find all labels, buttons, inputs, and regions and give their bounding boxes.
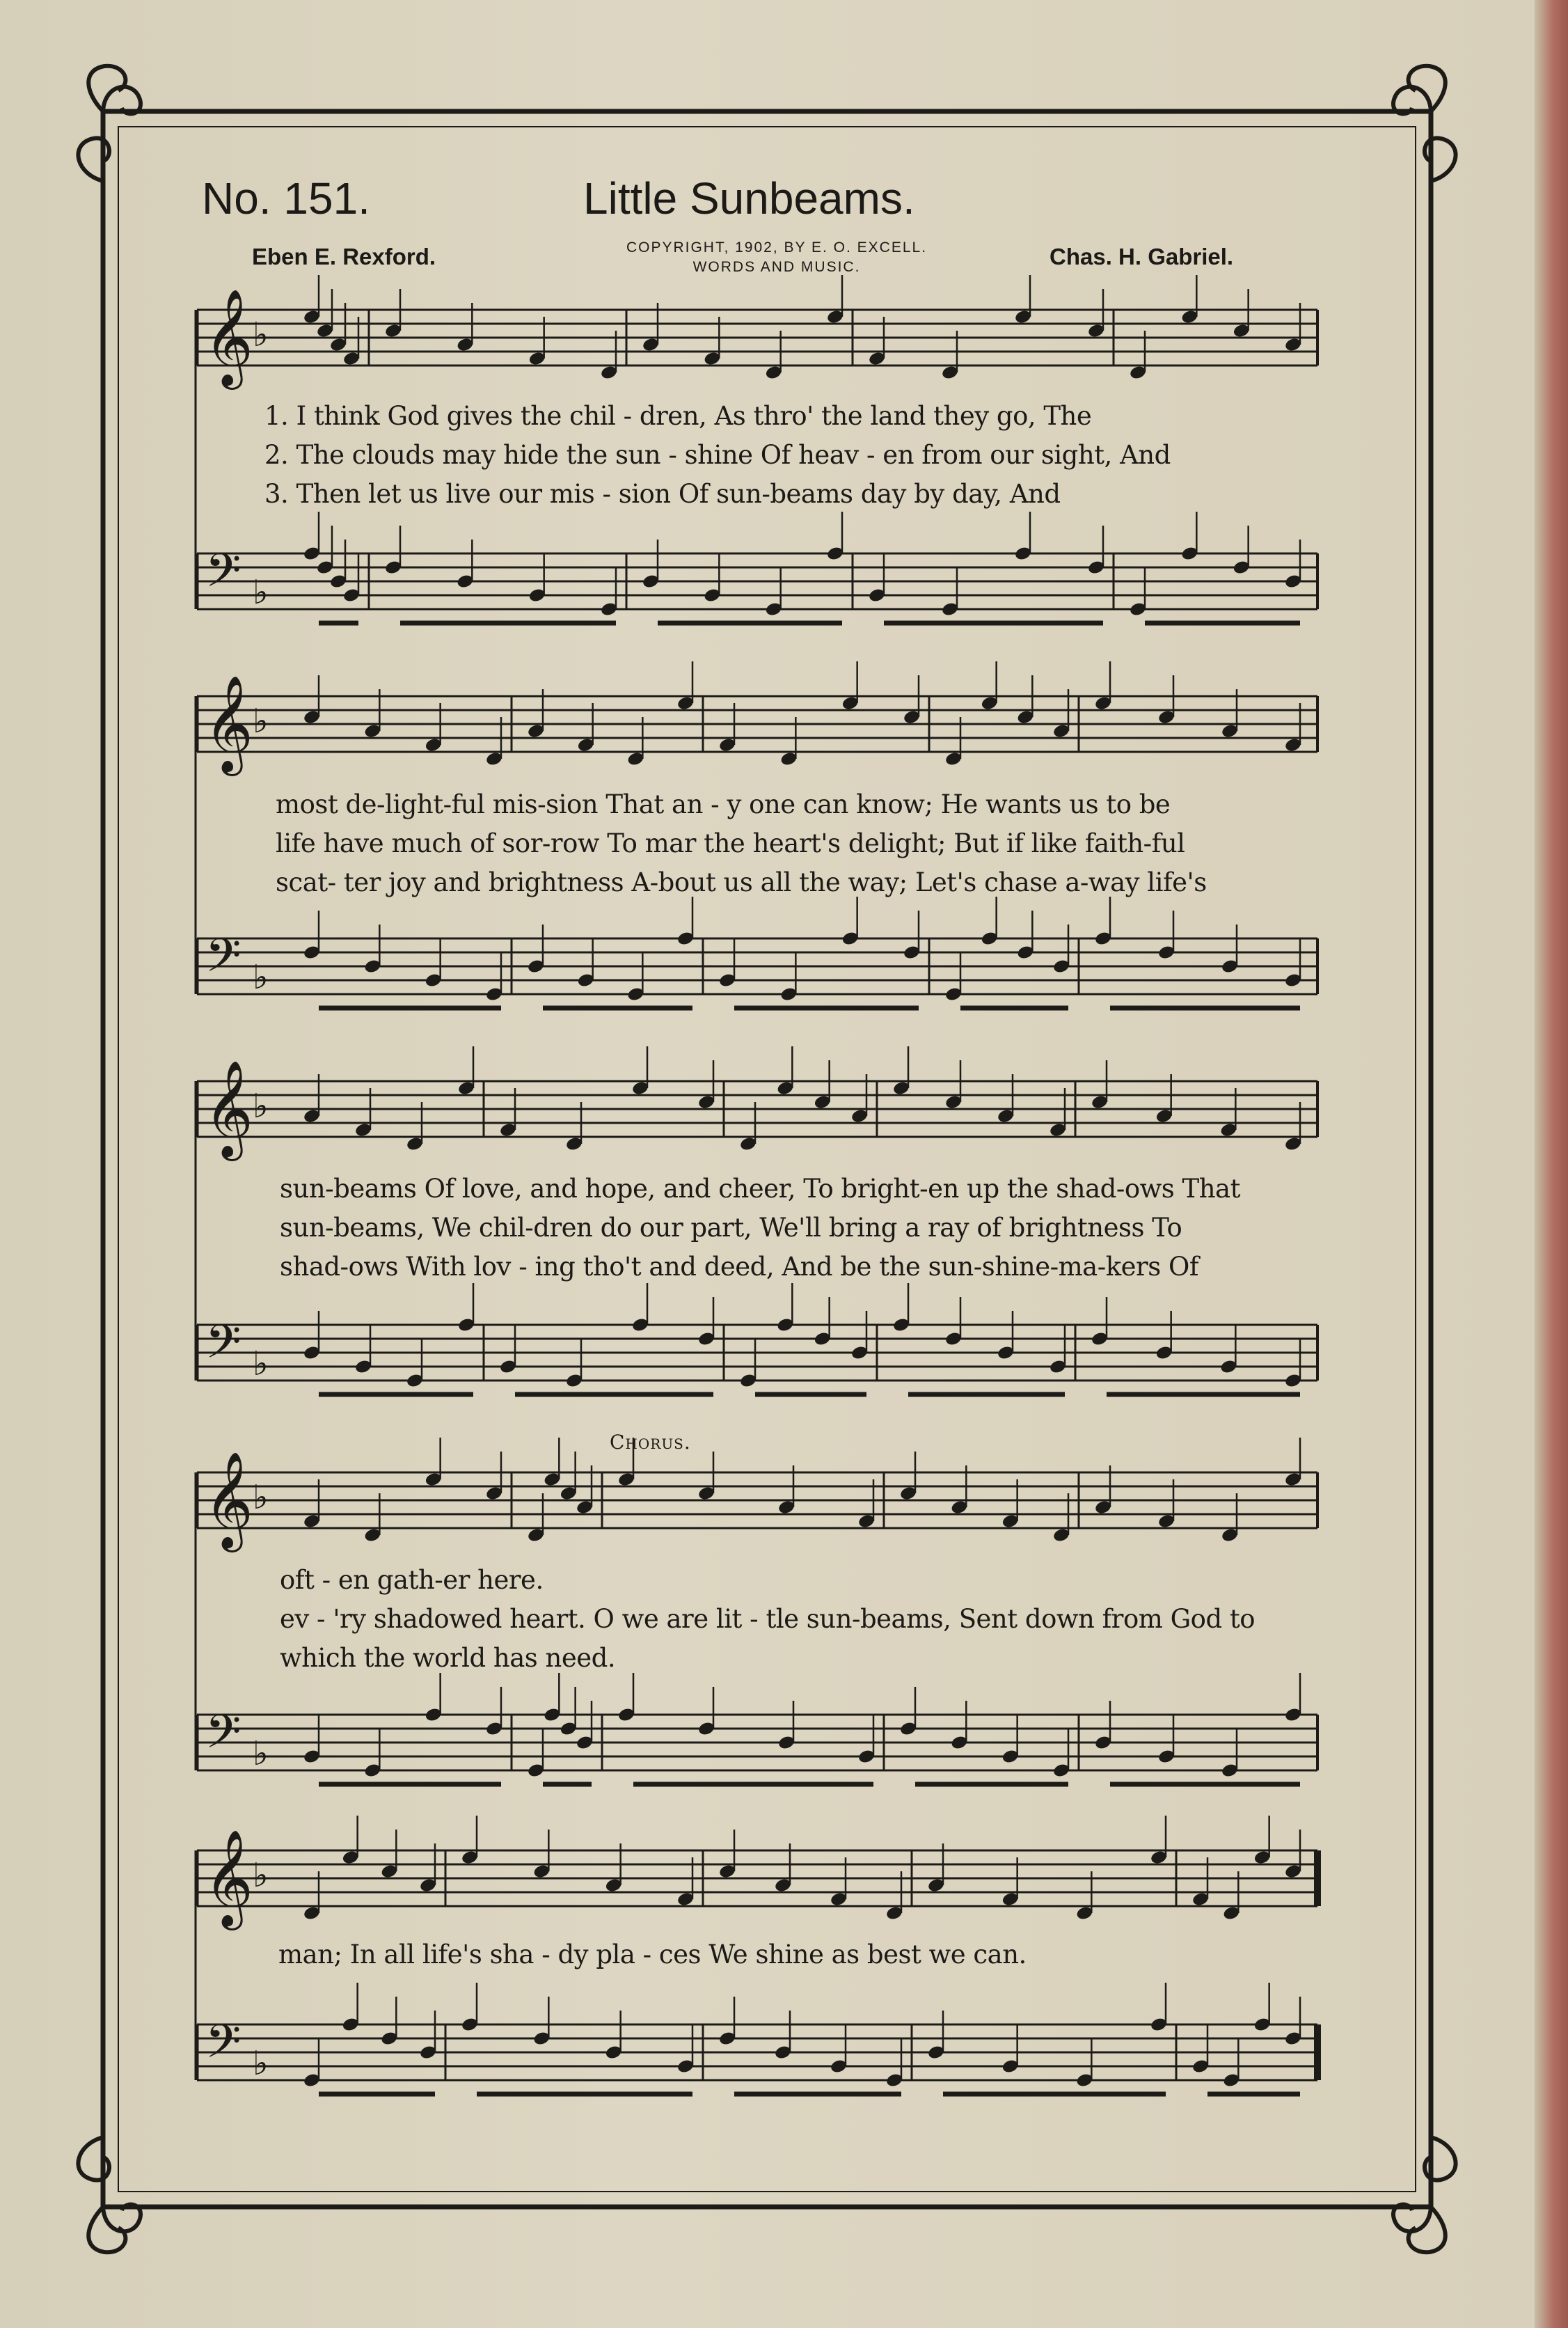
treble-clef: 𝄞 <box>204 1060 253 1157</box>
verse-1-line-2: most de-light-ful mis-sion That an - y one can know; He wants us to be <box>276 789 1171 819</box>
copyright-subline: WORDS AND MUSIC. <box>692 259 861 275</box>
bass-clef: 𝄢 <box>205 1705 241 1770</box>
composer-credit: Chas. H. Gabriel. <box>1050 244 1234 269</box>
copyright-line: COPYRIGHT, 1902, BY E. O. EXCELL. <box>626 239 928 255</box>
flat-key-signature: ♭ <box>253 1734 269 1773</box>
copyright-notice <box>596 238 958 277</box>
bass-clef: 𝄢 <box>205 929 241 993</box>
flat-key-signature: ♭ <box>253 1344 269 1383</box>
bass-clef: 𝄢 <box>205 2015 241 2079</box>
corner-flourish-bl <box>78 2137 141 2252</box>
verse-3-line-4: which the world has need. <box>280 1643 616 1673</box>
flat-key-signature: ♭ <box>253 573 269 612</box>
verse-1-line-4: oft - en gath-er here. <box>280 1565 544 1595</box>
corner-flourish-br <box>1393 2137 1456 2252</box>
bass-clef: 𝄢 <box>205 544 241 608</box>
flat-key-signature: ♭ <box>253 2044 269 2083</box>
chorus-line-1: ev - 'ry shadowed heart. O we are lit - tle sun-beams, Sent down from God to <box>280 1604 1256 1634</box>
corner-flourish-tr <box>1393 66 1456 181</box>
verse-1-line-3: sun-beams Of love, and hope, and cheer, To bright-en up the shad-ows That <box>280 1174 1240 1204</box>
treble-clef: 𝄞 <box>204 1452 253 1548</box>
flat-key-signature: ♭ <box>253 1478 269 1517</box>
treble-clef: 𝄞 <box>204 675 253 772</box>
bass-clef: 𝄢 <box>205 1315 241 1380</box>
flat-key-signature: ♭ <box>253 702 269 741</box>
verse-3-line-2: scat- ter joy and brightness A-bout us all the way; Let's chase a-way life's <box>276 867 1207 897</box>
verse-3-line-1: 3. Then let us live our mis - sion Of sun-beams day by day, And <box>264 479 1061 509</box>
flat-key-signature: ♭ <box>253 1856 269 1895</box>
verse-2-line-3: sun-beams, We chil-dren do our part, We'll bring a ray of brightness To <box>280 1213 1182 1243</box>
chorus-label: Chorus. <box>610 1431 691 1454</box>
chorus-line-2: man; In all life's sha - dy pla - ces We shine as best we can. <box>278 1940 1027 1969</box>
flat-key-signature: ♭ <box>253 1087 269 1126</box>
verse-1-line-1: 1. I think God gives the chil - dren, As thro' the land they go, The <box>264 401 1092 431</box>
corner-flourish-tl <box>78 66 141 181</box>
verse-3-line-3: shad-ows With lov - ing tho't and deed, And be the sun-shine-ma-kers Of <box>280 1252 1199 1282</box>
lyricist-credit: Eben E. Rexford. <box>252 244 436 269</box>
hymn-title: Little Sunbeams. <box>583 173 915 223</box>
flat-key-signature: ♭ <box>253 315 269 354</box>
treble-clef: 𝄞 <box>204 1830 253 1926</box>
verse-2-line-2: life have much of sor-row To mar the heart's delight; But if like faith-ful <box>276 828 1185 858</box>
verse-2-line-1: 2. The clouds may hide the sun - shine Of heav - en from our sight, And <box>264 440 1171 470</box>
hymn-number: No. 151. <box>202 173 370 223</box>
flat-key-signature: ♭ <box>253 958 269 997</box>
treble-clef: 𝄞 <box>204 289 253 386</box>
